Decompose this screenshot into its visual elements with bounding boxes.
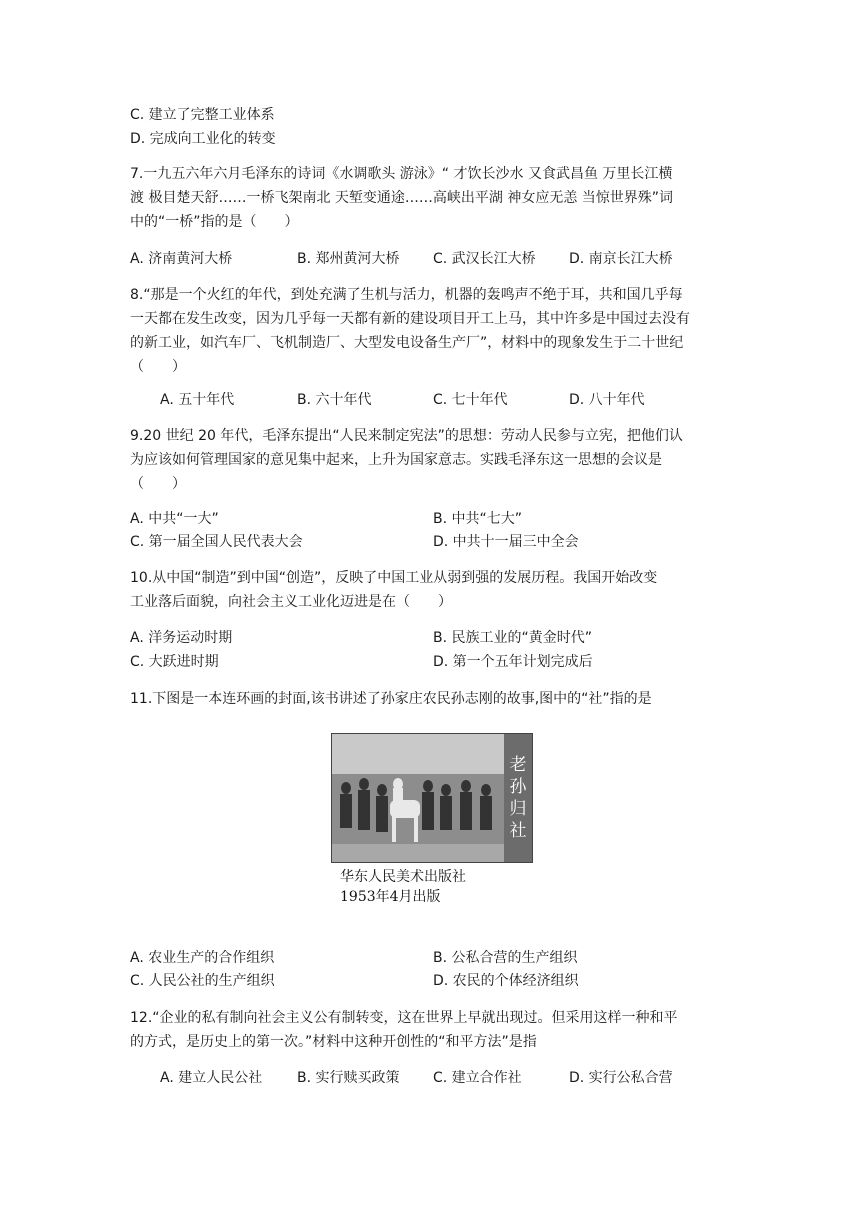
cover-title-char: 社 — [509, 821, 527, 841]
q11-option-b: B. 公私合营的生产组织 — [433, 950, 578, 966]
q7-stem-line-3: 中的“一桥”指的是（ ） — [130, 214, 299, 230]
q10-stem-line-1: 10.从中国“制造”到中国“创造”，反映了中国工业从弱到强的发展历程。我国开始改变 — [130, 570, 658, 586]
q8-option-a: A. 五十年代 — [160, 392, 235, 408]
cover-title — [504, 734, 532, 862]
q12-option-d: D. 实行公私合营 — [569, 1070, 673, 1086]
figure-caption-publisher: 华东人民美术出版社 — [340, 869, 466, 885]
q11-stem: 11.下图是一本连环画的封面,该书讲述了孙家庄农民孙志刚的故事,图中的“社”指的是 — [130, 691, 652, 707]
q12-stem-line-1: 12.“企业的私有制向社会主义公有制转变，这在世界上早就出现过。但采用这样一种和平 — [130, 1010, 678, 1026]
cover-sky — [332, 734, 532, 774]
q9-option-d: D. 中共十一届三中全会 — [433, 534, 579, 550]
q9-stem-line-3: （ ） — [130, 476, 186, 492]
q12-option-b: B. 实行赎买政策 — [297, 1070, 400, 1086]
q7-stem-line-2: 渡 极目楚天舒……一桥飞架南北 天堑变通途……高峡出平湖 神女应无恙 当惊世界殊”词 — [130, 190, 674, 206]
q8-stem-line-1: 8.“那是一个火红的年代，到处充满了生机与活力，机器的轰鸣声不绝于耳，共和国几乎每 — [130, 287, 683, 303]
q7-option-b: B. 郑州黄河大桥 — [297, 251, 400, 267]
q8-stem-line-4: （ ） — [130, 359, 186, 375]
q9-option-b: B. 中共“七大” — [433, 511, 523, 527]
q7-option-c: C. 武汉长江大桥 — [433, 251, 536, 267]
q10-option-a: A. 洋务运动时期 — [130, 630, 233, 646]
q8-option-b: B. 六十年代 — [297, 392, 372, 408]
q10-stem-line-2: 工业落后面貌，向社会主义工业化迈进是在（ ） — [130, 594, 452, 610]
q10-option-d: D. 第一个五年计划完成后 — [433, 654, 593, 670]
q8-option-d: D. 八十年代 — [569, 392, 645, 408]
q9-option-c: C. 第一届全国人民代表大会 — [130, 534, 303, 550]
q12-option-c: C. 建立合作社 — [433, 1070, 522, 1086]
q7-stem-line-1: 7.一九五六年六月毛泽东的诗词《水调歌头 游泳》“ 才饮长沙水 又食武昌鱼 万里长江横 — [130, 166, 673, 182]
q10-option-c: C. 大跃进时期 — [130, 654, 219, 670]
cover-title-char: 孙 — [509, 777, 527, 797]
q7-option-d: D. 南京长江大桥 — [569, 251, 673, 267]
q10-option-b: B. 民族工业的“黄金时代” — [433, 630, 593, 646]
q8-stem-line-2: 一天都在发生改变，因为几乎每一天都有新的建设项目开工上马，其中许多是中国过去没有 — [130, 311, 690, 327]
q11-option-a: A. 农业生产的合作组织 — [130, 950, 275, 966]
q12-option-a: A. 建立人民公社 — [160, 1070, 263, 1086]
q8-option-c: C. 七十年代 — [433, 392, 508, 408]
crowd-illustration — [332, 774, 504, 862]
q11-option-d: D. 农民的个体经济组织 — [433, 973, 579, 989]
q9-stem-line-2: 为应该如何管理国家的意见集中起来，上升为国家意志。实践毛泽东这一思想的会议是 — [130, 452, 662, 468]
figure-caption-date: 1953年4月出版 — [340, 889, 441, 905]
q9-option-a: A. 中共“一大” — [130, 511, 219, 527]
comic-book-cover-image — [331, 733, 533, 863]
q7-option-a: A. 济南黄河大桥 — [130, 251, 233, 267]
q12-stem-line-2: 的方式，是历史上的第一次。”材料中这种开创性的“和平方法”是指 — [130, 1034, 537, 1050]
q6-option-c: C. 建立了完整工业体系 — [130, 107, 275, 123]
cover-title-char: 老 — [509, 755, 527, 775]
q8-stem-line-3: 的新工业，如汽车厂、飞机制造厂、大型发电设备生产厂”，材料中的现象发生于二十世纪 — [130, 335, 684, 351]
q11-option-c: C. 人民公社的生产组织 — [130, 973, 275, 989]
cover-title-char: 归 — [509, 799, 527, 819]
q6-option-d: D. 完成向工业化的转变 — [130, 131, 276, 147]
q9-stem-line-1: 9.20 世纪 20 年代，毛泽东提出“人民来制定宪法”的思想：劳动人民参与立宪，把他们认 — [130, 428, 683, 444]
